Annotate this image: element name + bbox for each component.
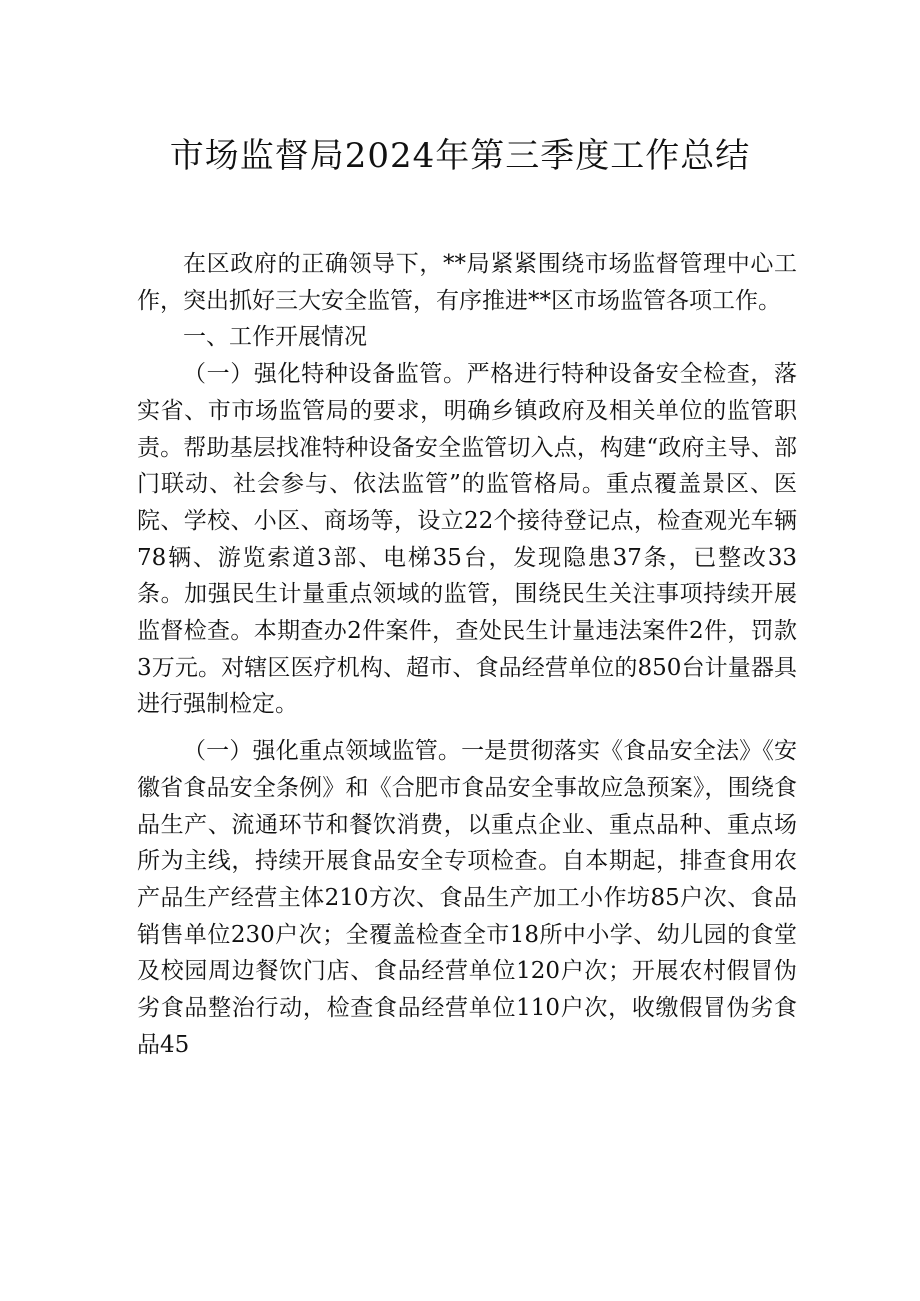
intro-paragraph: 在区政府的正确领导下，**局紧紧围绕市场监督管理中心工作，突出抓好三大安全监管，有序推进**区市场监管各项工作。 <box>137 251 797 314</box>
key-areas-paragraph: （一）强化重点领域监管。一是贯彻落实《食品安全法》《安徽省食品安全条例》和《合肥市食品安全事故应急预案》，围绕食品生产、流通环节和餐饮消费，以重点企业、重点品种、重点场所为主线，持续开展食品安全专项检查。自本期起，排查食用农产品生产经营主体210方次、食品生产加工小作坊85户次、食品销售单位230户次；全覆盖检查全市18所中小学、幼儿园的食堂及校园周边餐饮门店、食品经营单位120户次；开展农村假冒伪劣食品整治行动，检查食品经营单位110户次，收缴假冒伪劣食品45 <box>137 738 797 1058</box>
document-body <box>137 246 797 1063</box>
section-heading: 一、工作开展情况 <box>183 324 367 351</box>
document-title: 市场监督局2024年第三季度工作总结 <box>169 136 751 176</box>
special-equipment-paragraph: （一）强化特种设备监管。严格进行特种设备安全检查，落实省、市市场监管局的要求，明确乡镇政府及相关单位的监管职责。帮助基层找准特种设备安全监管切入点，构建“政府主导、部门联动、社会参与、依法监管”的监管格局。重点覆盖景区、医院、学校、小区、商场等，设立22个接待登记点，检查观光车辆78辆、游览索道3部、电梯35台，发现隐患37条，已整改33条。加强民生计量重点领域的监管，围绕民生关注事项持续开展监督检查。本期查办2件案件，查处民生计量违法案件2件，罚款3万元。对辖区医疗机构、超市、食品经营单位的850台计量器具进行强制检定。 <box>137 361 797 718</box>
